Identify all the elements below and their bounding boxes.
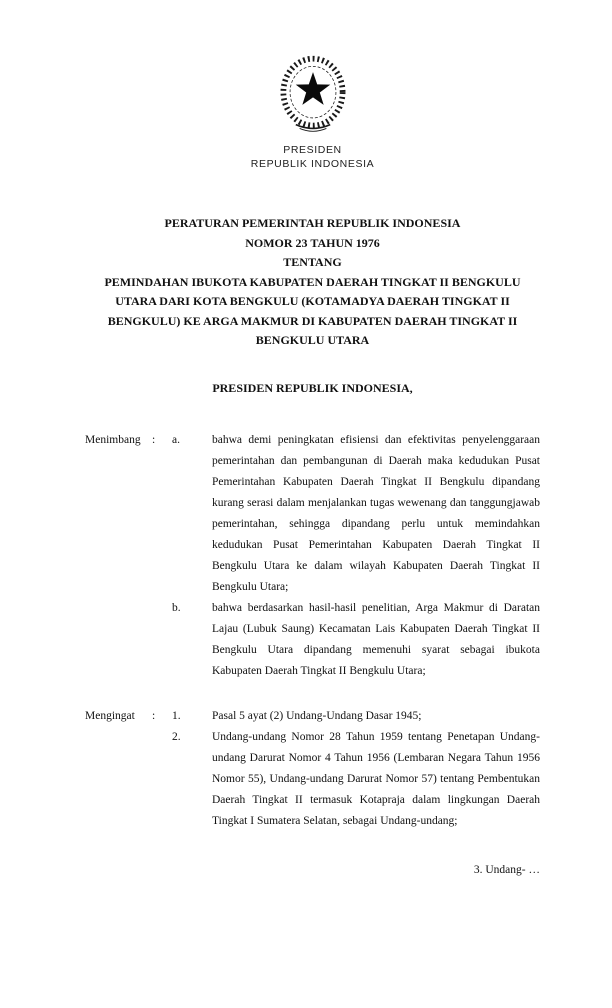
title-line-tentang: TENTANG [283, 255, 342, 269]
title-subject: PEMINDAHAN IBUKOTA KABUPATEN DAERAH TINGKAT II BENGKULU UTARA DARI KOTA BENGKULU (KOTAMADYA DAERAH TINGKAT II BENGKULU) KE ARGA MAKMUR DI KABUPATEN DAERAH TINGKAT II BENGKULU UTARA [104, 274, 521, 347]
section-menimbang [85, 430, 540, 682]
clause-row [85, 598, 540, 682]
clause-text: bahwa berdasarkan hasil-hasil penelitian, Arga Makmur di Daratan Lajau (Lubuk Saung) Kecamatan Lais Kabupaten Daerah Tingkat II Bengkulu Utara dipandang memenuhi syarat sebagai ibukota Kabupaten Daerah Tingkat II Bengkulu Utara; [212, 601, 540, 677]
clause-text: Pasal 5 ayat (2) Undang-Undang Dasar 1945; [212, 709, 422, 722]
title-line-number: NOMOR 23 TAHUN 1976 [245, 235, 380, 250]
title-line-regulation: PERATURAN PEMERINTAH REPUBLIK INDONESIA [164, 216, 461, 230]
document-header [85, 0, 540, 170]
clause-row [85, 706, 540, 727]
section-colon: : [152, 433, 156, 446]
clause-marker: 1. [172, 709, 181, 722]
document-body [85, 430, 540, 832]
clause-text: bahwa demi peningkatan efisiensi dan efektivitas penyelenggaraan pemerintahan dan pembangunan di Daerah maka kedudukan Pusat Pemerintahan Kabupaten Daerah Tingkat II Bengkulu dipandang kurang serasi dalam menjalankan tugas wewenang dan tanggungjawab pemerintahan, sehingga dipandang perlu untuk memindahkan kedudukan Pusat Pemerintahan Kabupaten Daerah Tingkat II Bengkulu Utara ke dalam wilayah Kabupaten Daerah Tingkat II Bengkulu Utara; [212, 433, 540, 593]
section-label: Menimbang [85, 433, 141, 446]
document-title [85, 214, 540, 351]
clause-marker: 2. [172, 730, 181, 743]
header-republik-indonesia-label: REPUBLIK INDONESIA [250, 158, 375, 170]
salutation: PRESIDEN REPUBLIK INDONESIA, [212, 380, 413, 395]
clause-text: Undang-undang Nomor 28 Tahun 1959 tentang Penetapan Undang- undang Darurat Nomor 4 Tahun 1956 (Lembaran Negara Tahun 1956 Nomor 55), Undang-undang Darurat Nomor 57) tentang Pembentukan Daerah Tingkat II termasuk Kotapraja dalam lingkungan Daerah Tingkat I Sumatera Selatan, sebagai Undang-undang; [212, 730, 540, 827]
section-label: Mengingat [85, 709, 135, 722]
section-colon: : [152, 709, 156, 722]
clause-row [85, 727, 540, 832]
page-catchword: 3. Undang- … [473, 864, 540, 876]
clause-row [85, 430, 540, 598]
clause-marker: b. [172, 601, 181, 614]
clause-marker: a. [172, 433, 180, 446]
section-mengingat [85, 706, 540, 832]
header-presiden-label: PRESIDEN [283, 144, 342, 156]
presidential-seal-icon [265, 52, 361, 138]
